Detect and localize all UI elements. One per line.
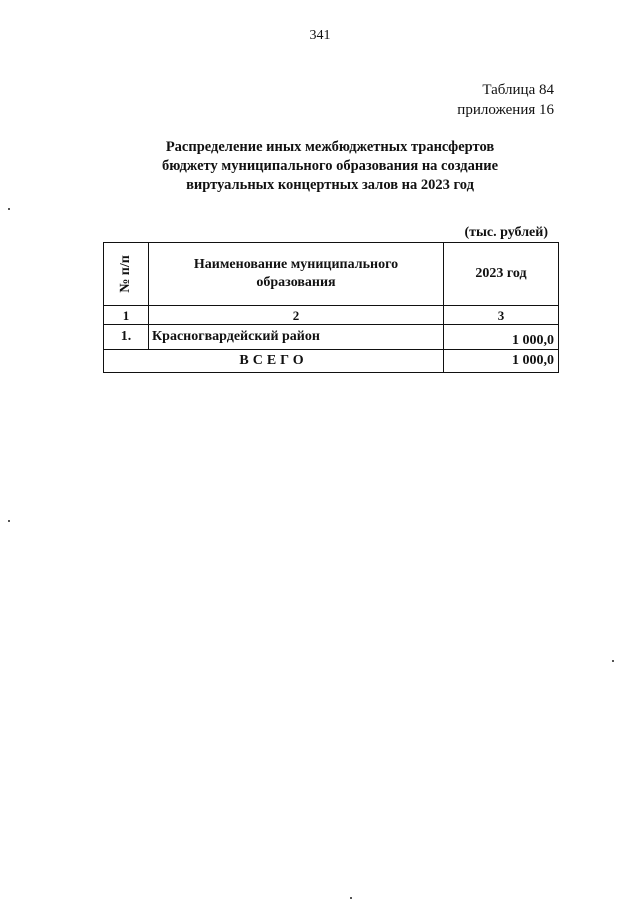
title-line-3: виртуальных концертных залов на 2023 год	[186, 177, 474, 193]
appendix-number: приложения 16	[457, 102, 554, 118]
header-number-label: № п/п	[118, 255, 133, 293]
units-label: (тыс. рублей)	[464, 225, 548, 240]
header-name-line-2: образования	[256, 275, 336, 290]
table-header-row	[104, 243, 559, 306]
row-number: 1.	[104, 325, 149, 350]
total-label: ВСЕГО	[104, 350, 444, 373]
table-row	[104, 325, 559, 350]
total-row	[104, 350, 559, 373]
header-year: 2023 год	[444, 243, 559, 306]
transfers-table	[103, 242, 559, 373]
total-amount: 1 000,0	[444, 350, 559, 373]
table-number: Таблица 84	[482, 82, 554, 98]
column-index-3: 3	[444, 306, 559, 325]
page-number: 341	[309, 28, 331, 43]
column-index-2: 2	[149, 306, 444, 325]
header-name-line-1: Наименование муниципального	[193, 257, 399, 272]
column-index-row	[104, 306, 559, 325]
table-reference	[457, 80, 554, 120]
scan-speck	[350, 897, 352, 899]
document-title	[100, 138, 560, 195]
row-amount: 1 000,0	[444, 325, 559, 350]
scan-speck	[8, 520, 10, 522]
row-municipality: Красногвардейский район	[149, 325, 444, 350]
scan-speck	[612, 660, 614, 662]
scan-speck	[8, 208, 10, 210]
header-name	[149, 243, 444, 306]
title-line-2: бюджету муниципального образования на создание	[161, 158, 499, 174]
title-line-1: Распределение иных межбюджетных трансфертов	[165, 139, 495, 155]
header-number	[104, 243, 149, 306]
column-index-1: 1	[104, 306, 149, 325]
